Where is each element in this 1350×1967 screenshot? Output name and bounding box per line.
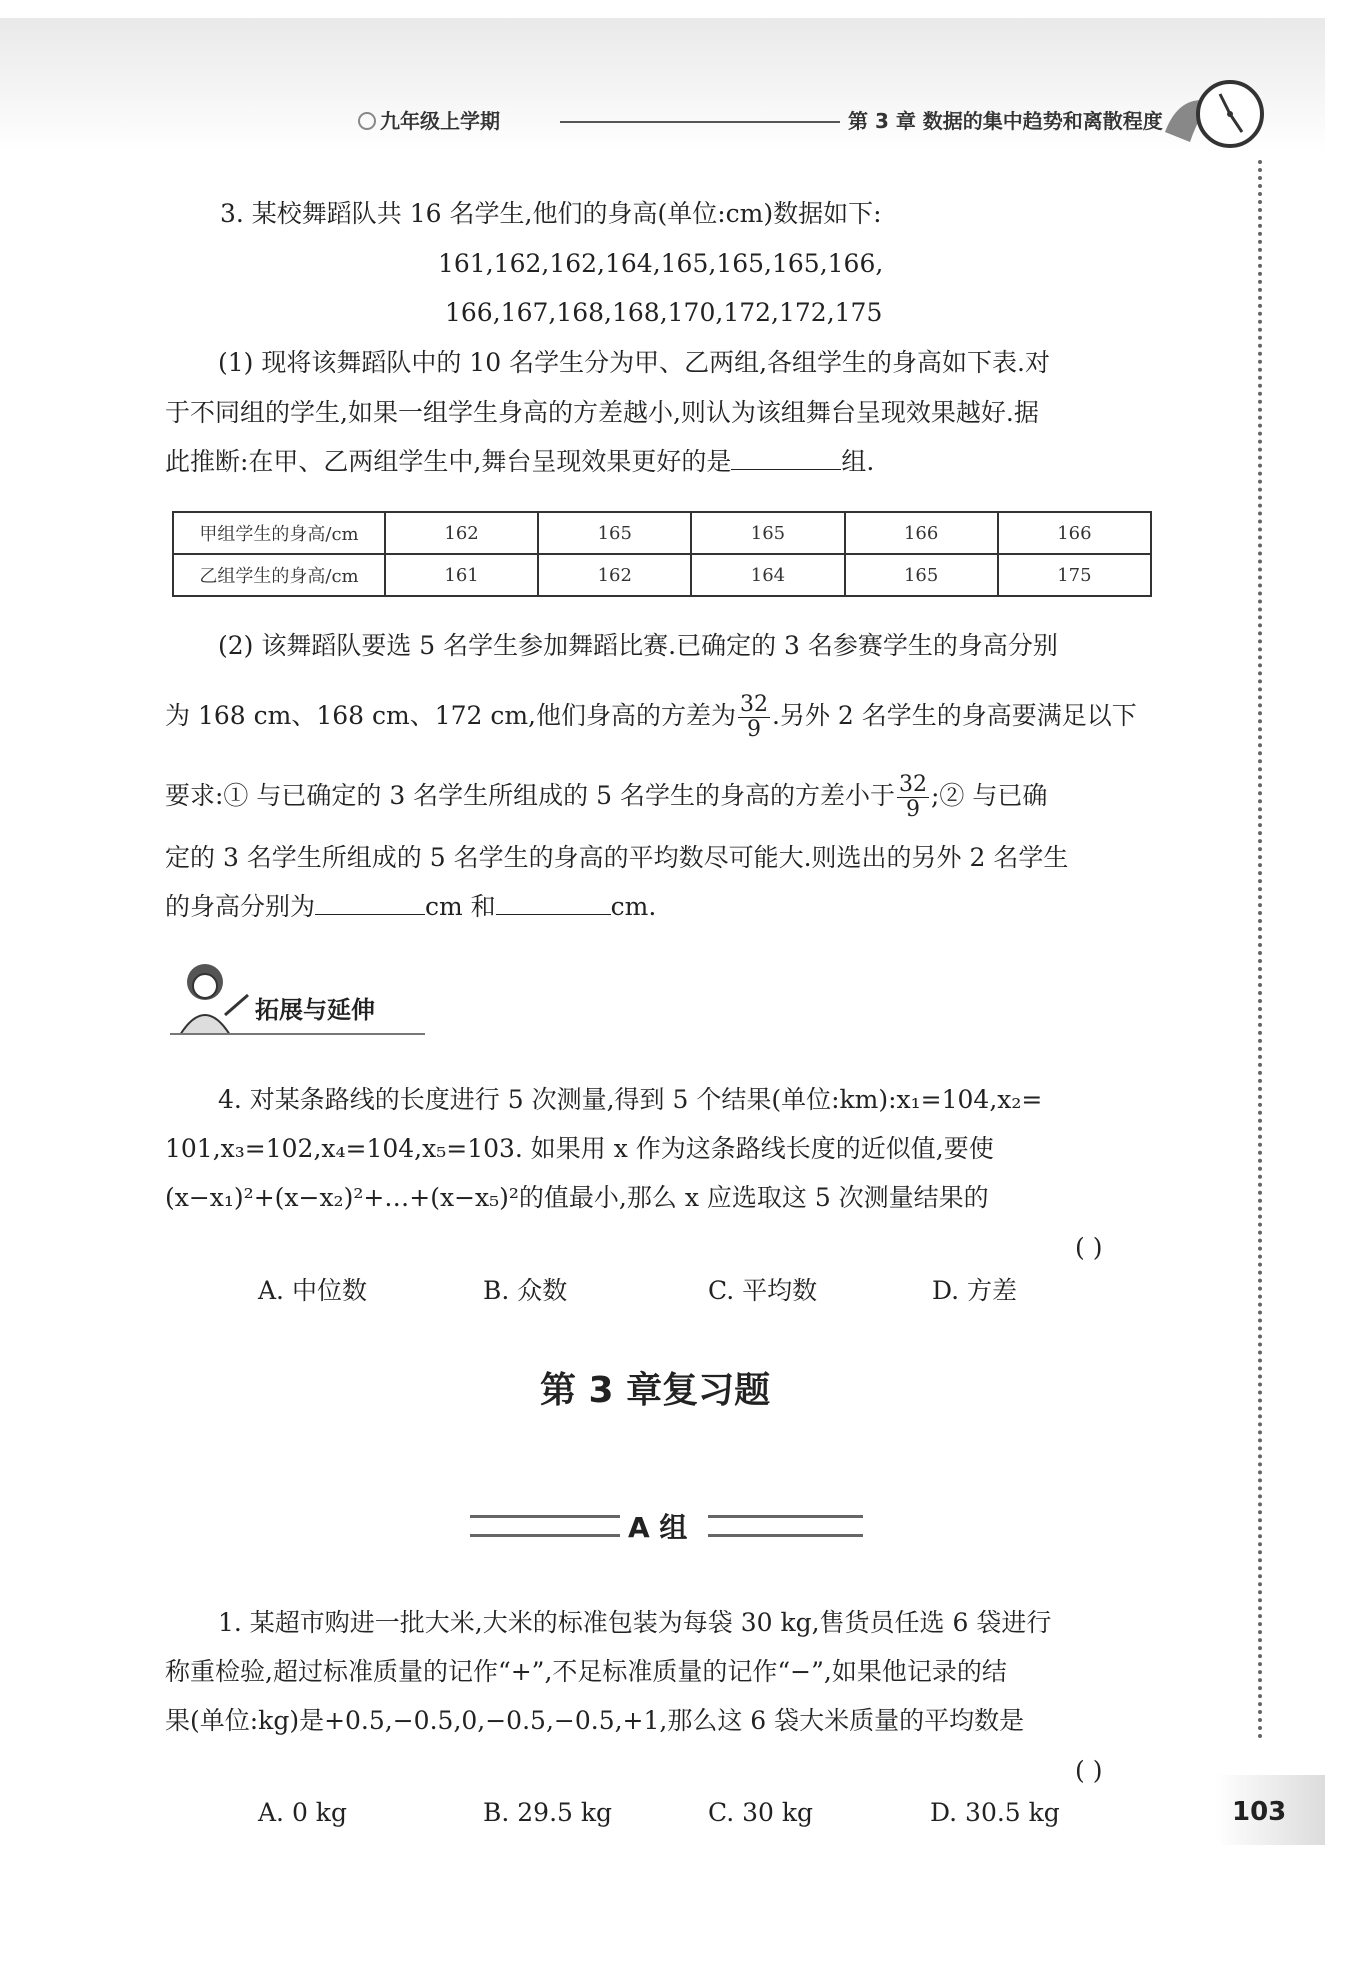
table-cell: 164 [691, 554, 844, 596]
r1-answer-paren[interactable]: ( ) [1075, 1756, 1103, 1785]
q4-line1: 4. 对某条路线的长度进行 5 次测量,得到 5 个结果(单位:km):x₁=104,x₂= [218, 1085, 1043, 1114]
q4-answer-paren[interactable]: ( ) [1075, 1233, 1103, 1262]
r1-line3: 果(单位:kg)是+0.5,−0.5,0,−0.5,−0.5,+1,那么这 6 袋大米质量的平均数是 [165, 1706, 1025, 1735]
q4-line3: (x−x₁)²+(x−x₂)²+…+(x−x₅)²的值最小,那么 x 应选取这 5 次测量结果的 [165, 1183, 989, 1212]
r1-option-a[interactable]: A. 0 kg [258, 1798, 347, 1827]
q3-p2-line2-text: 为 168 cm、168 cm、172 cm,他们身高的方差为 [165, 701, 737, 730]
q3-data-line2: 166,167,168,168,170,172,172,175 [445, 298, 883, 327]
answer-blank[interactable] [315, 892, 425, 915]
q4-option-a[interactable]: A. 中位数 [258, 1276, 367, 1305]
table-row-label: 乙组学生的身高/cm [173, 554, 385, 596]
q3-p1-line3 [165, 446, 874, 478]
q3-p2-line3-end: ;② 与已确 [930, 781, 1048, 810]
q4-option-b[interactable]: B. 众数 [483, 1276, 568, 1305]
header-bullet-icon [358, 112, 376, 130]
extension-rule [170, 1033, 425, 1035]
q4-option-d[interactable]: D. 方差 [932, 1276, 1018, 1305]
r1-option-b[interactable]: B. 29.5 kg [483, 1798, 613, 1827]
q3-p1-line2: 于不同组的学生,如果一组学生身高的方差越小,则认为该组舞台呈现效果越好.据 [165, 398, 1039, 427]
q3-p2-line3 [165, 773, 1047, 822]
table-cell: 162 [538, 554, 691, 596]
q3-p2-line5-mid: cm 和 [425, 892, 496, 921]
extension-title: 拓展与延伸 [255, 996, 375, 1024]
fraction-denominator: 9 [905, 797, 920, 822]
q3-p2-line3-text: 要求:① 与已确定的 3 名学生所组成的 5 名学生的身高的方差小于 [165, 781, 895, 810]
group-title: A 组 [628, 1511, 688, 1544]
table-row [173, 554, 1151, 596]
header-rule [560, 121, 840, 123]
table-cell: 166 [998, 512, 1151, 554]
r1-option-c[interactable]: C. 30 kg [708, 1798, 814, 1827]
q3-p2-line4: 定的 3 名学生所组成的 5 名学生的身高的平均数尽可能大.则选出的另外 2 名学生 [165, 843, 1069, 872]
q3-p1-line1: (1) 现将该舞蹈队中的 10 名学生分为甲、乙两组,各组学生的身高如下表.对 [218, 348, 1050, 377]
fraction-numerator: 32 [898, 772, 927, 797]
answer-blank[interactable] [731, 447, 841, 470]
q3-p2-line2-end: .另外 2 名学生的身高要满足以下 [772, 701, 1137, 730]
q3-intro: 3. 某校舞蹈队共 16 名学生,他们的身高(单位:cm)数据如下: [220, 199, 882, 228]
table-cell: 165 [538, 512, 691, 554]
q3-data-line1: 161,162,162,164,165,165,165,166, [438, 249, 884, 278]
section-title: 第 3 章复习题 [540, 1370, 771, 1411]
q3-p2-line5 [165, 891, 656, 923]
header-grade: 九年级上学期 [380, 109, 500, 133]
fraction [738, 693, 770, 742]
header-chapter: 第 3 章 数据的集中趋势和离散程度 [848, 109, 1163, 133]
table-cell: 165 [845, 554, 998, 596]
group-bar-right [708, 1515, 863, 1537]
margin-dotted-line [1258, 160, 1262, 1740]
height-table [172, 511, 1152, 597]
table-cell: 162 [385, 512, 538, 554]
teacher-icon [170, 960, 250, 1035]
r1-option-d[interactable]: D. 30.5 kg [930, 1798, 1060, 1827]
q4-option-c[interactable]: C. 平均数 [708, 1276, 818, 1305]
table-row [173, 512, 1151, 554]
q4-line2: 101,x₃=102,x₄=104,x₅=103. 如果用 x 作为这条路线长度的近似值,要使 [165, 1134, 994, 1163]
table-cell: 175 [998, 554, 1151, 596]
r1-line2: 称重检验,超过标准质量的记作“+”,不足标准质量的记作“−”,如果他记录的结 [165, 1657, 1007, 1686]
fraction-denominator: 9 [747, 717, 762, 742]
table-cell: 166 [845, 512, 998, 554]
q3-p2-line2 [165, 693, 1137, 742]
table-cell: 165 [691, 512, 844, 554]
answer-blank[interactable] [496, 892, 611, 915]
group-bar-left [470, 1515, 620, 1537]
compass-icon [1160, 72, 1270, 157]
r1-line1: 1. 某超市购进一批大米,大米的标准包装为每袋 30 kg,售货员任选 6 袋进行 [218, 1608, 1052, 1637]
fraction [897, 773, 929, 822]
page-number: 103 [1232, 1797, 1287, 1827]
q3-p2-line5-end: cm. [610, 892, 657, 921]
fraction-numerator: 32 [740, 692, 769, 717]
q3-p1-line3-end: 组. [841, 447, 875, 476]
table-cell: 161 [385, 554, 538, 596]
q3-p2-line1: (2) 该舞蹈队要选 5 名学生参加舞蹈比赛.已确定的 3 名参赛学生的身高分别 [218, 631, 1058, 660]
q3-p2-line5-text: 的身高分别为 [165, 892, 316, 921]
q3-p1-line3-text: 此推断:在甲、乙两组学生中,舞台呈现效果更好的是 [165, 447, 732, 476]
table-row-label: 甲组学生的身高/cm [173, 512, 385, 554]
